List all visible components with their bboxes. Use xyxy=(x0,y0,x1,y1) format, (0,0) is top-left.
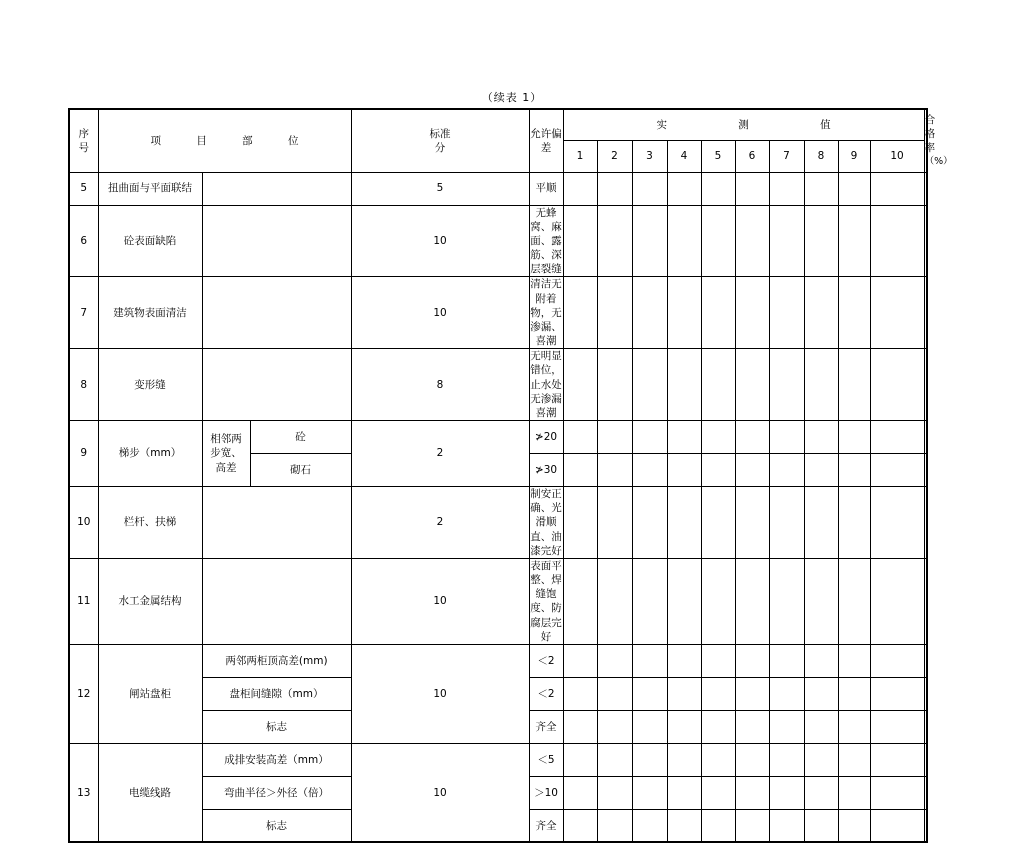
row-tolerance: 齐全 xyxy=(529,809,563,842)
row-tolerance: ＜5 xyxy=(529,743,563,776)
row-item: 砼表面缺陷 xyxy=(98,205,202,277)
row-blank xyxy=(202,172,351,205)
col-9: 9 xyxy=(838,140,870,172)
row-sub-label: 标志 xyxy=(202,710,351,743)
row-sub-group: 相邻两 步宽、 高差 xyxy=(202,421,250,487)
row-tolerance: 制安正确、光滑顺直、油漆完好 xyxy=(530,488,562,557)
header-row xyxy=(69,109,927,140)
col-8: 8 xyxy=(804,140,838,172)
row-std: 10 xyxy=(351,277,529,349)
col-1: 1 xyxy=(563,140,597,172)
row-tolerance: ≯20 xyxy=(529,421,563,454)
row-blank xyxy=(202,277,351,349)
row-sub-label: 盘柜间缝隙（mm） xyxy=(202,677,351,710)
row-tolerance: 无明显错位，止水处无渗漏喜潮 xyxy=(530,350,562,419)
row-tolerance: ≯30 xyxy=(529,454,563,487)
row-sub-label: 标志 xyxy=(202,809,351,842)
row-sub-label: 砼 xyxy=(250,421,351,454)
row-std: 8 xyxy=(351,349,529,421)
row-blank xyxy=(202,205,351,277)
row-std: 10 xyxy=(351,205,529,277)
row-no: 10 xyxy=(69,487,98,559)
row-item: 扭曲面与平面联结 xyxy=(98,172,202,205)
row-blank xyxy=(202,349,351,421)
row-std: 5 xyxy=(351,172,529,205)
row-sub-label: 砌石 xyxy=(250,454,351,487)
table-row xyxy=(69,205,927,277)
row-item: 水工金属结构 xyxy=(98,558,202,644)
row-no: 5 xyxy=(69,172,98,205)
row-no: 13 xyxy=(69,743,98,842)
col-5: 5 xyxy=(701,140,735,172)
col-6: 6 xyxy=(735,140,769,172)
col-3: 3 xyxy=(632,140,667,172)
table-row xyxy=(69,421,927,454)
col-10: 10 xyxy=(870,140,924,172)
header-std: 标准 分 xyxy=(351,109,529,172)
table-row xyxy=(69,277,927,349)
header-seq: 序 号 xyxy=(69,109,98,172)
row-item: 变形缝 xyxy=(98,349,202,421)
row-sub-label: 成排安装高差（mm） xyxy=(202,743,351,776)
row-item: 电缆线路 xyxy=(98,743,202,842)
row-item: 闸站盘柜 xyxy=(98,644,202,743)
row-tolerance: 齐全 xyxy=(529,710,563,743)
row-std: 10 xyxy=(351,558,529,644)
row-tolerance: 表面平整、焊缝饱度、防腐层完好 xyxy=(530,559,562,643)
row-tolerance: ＜2 xyxy=(529,644,563,677)
table-row xyxy=(69,644,927,677)
col-2: 2 xyxy=(597,140,632,172)
row-blank xyxy=(202,487,351,559)
row-std: 2 xyxy=(351,487,529,559)
inspection-table xyxy=(68,108,953,843)
row-tolerance: 平顺 xyxy=(529,172,563,205)
row-no: 7 xyxy=(69,277,98,349)
row-std: 10 xyxy=(351,743,529,842)
table-row xyxy=(69,487,927,559)
row-sub-label: 弯曲半径＞外径（倍） xyxy=(202,776,351,809)
row-no: 6 xyxy=(69,205,98,277)
row-std: 10 xyxy=(351,644,529,743)
table-row xyxy=(69,558,927,644)
row-item: 栏杆、扶梯 xyxy=(98,487,202,559)
row-no: 12 xyxy=(69,644,98,743)
table-row xyxy=(69,349,927,421)
header-pass-rate: 合格率 （%） xyxy=(924,109,927,172)
row-tolerance: ＜2 xyxy=(529,677,563,710)
row-item: 梯步（mm） xyxy=(98,421,202,487)
header-item: 项 目 部 位 xyxy=(98,109,351,172)
row-std: 2 xyxy=(351,421,529,487)
row-sub-label: 两邻两柜顶高差(mm) xyxy=(202,644,351,677)
row-blank xyxy=(202,558,351,644)
col-7: 7 xyxy=(769,140,804,172)
row-no: 11 xyxy=(69,558,98,644)
row-no: 8 xyxy=(69,349,98,421)
row-tolerance: 清洁无附着物，无渗漏、喜潮 xyxy=(530,278,562,348)
header-measured: 实 测 值 xyxy=(563,109,924,140)
table-row xyxy=(69,172,927,205)
row-tolerance: ＞10 xyxy=(529,776,563,809)
table-row xyxy=(69,743,927,776)
table-caption: （续表 1） xyxy=(481,91,543,104)
row-item: 建筑物表面清洁 xyxy=(98,277,202,349)
row-no: 9 xyxy=(69,421,98,487)
col-4: 4 xyxy=(667,140,701,172)
header-tolerance: 允许偏差 xyxy=(529,109,563,172)
row-tolerance: 无蜂窝、麻面、露筋、深层裂缝 xyxy=(530,206,562,276)
